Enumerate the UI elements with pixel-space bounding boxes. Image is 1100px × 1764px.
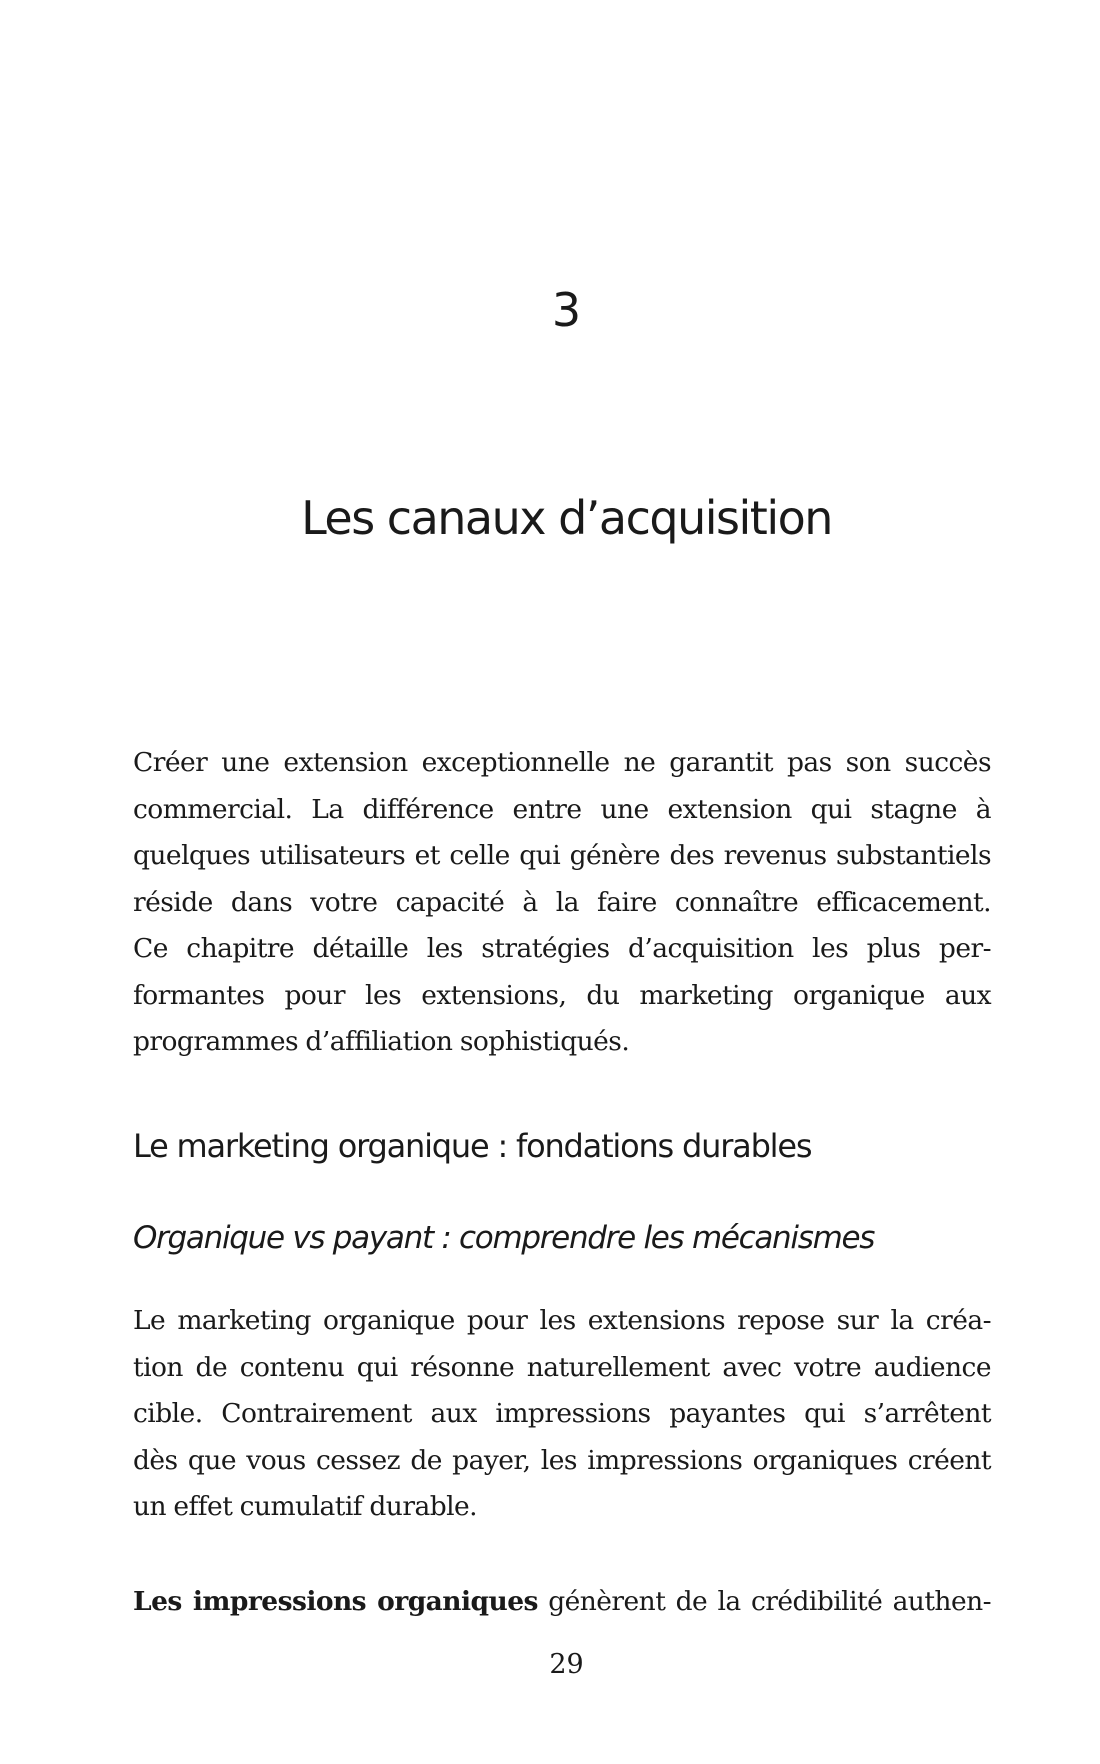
intro-line: quelques utilisateurs et celle qui génère des revenus substantiels [133,840,991,871]
intro-paragraph [133,740,991,1066]
intro-line: réside dans votre capacité à la faire connaître efficacement. [133,886,991,918]
page-number: 29 [549,1649,584,1680]
organic-impressions-paragraph [133,1579,991,1626]
paragraph-line: dès que vous cessez de payer, les impressions organiques créent [133,1444,991,1476]
subsection-heading: Organique vs payant : comprendre les mécanismes [133,1220,875,1256]
intro-line: formantes pour les extensions, du marketing organique aux [133,979,991,1011]
paragraph-line: cible. Contrairement aux impressions payantes qui s’arrêtent [133,1398,991,1429]
paragraph-line: tion de contenu qui résonne naturellement avec votre audience [133,1351,991,1383]
paragraph-line [133,1579,991,1626]
paragraph-line: un effet cumulatif durable. [133,1491,478,1522]
organic-marketing-paragraph [133,1298,991,1531]
chapter-number: 3 [551,283,582,337]
chapter-title: Les canaux d’acquisition [301,491,832,545]
intro-line: Créer une extension exceptionnelle ne garantit pas son succès [133,747,991,778]
section-heading: Le marketing organique : fondations durables [133,1127,812,1165]
paragraph-line: Le marketing organique pour les extensions repose sur la créa- [133,1305,991,1336]
intro-line: commercial. La différence entre une extension qui stagne à [133,793,991,825]
paragraph-text: génèrent de la crédibilité authen- [537,1586,991,1617]
intro-line: programmes d’affiliation sophistiqués. [133,1026,630,1057]
bold-lead-text: Les impressions organiques [133,1586,538,1617]
intro-line: Ce chapitre détaille les stratégies d’acquisition les plus per- [133,933,991,964]
